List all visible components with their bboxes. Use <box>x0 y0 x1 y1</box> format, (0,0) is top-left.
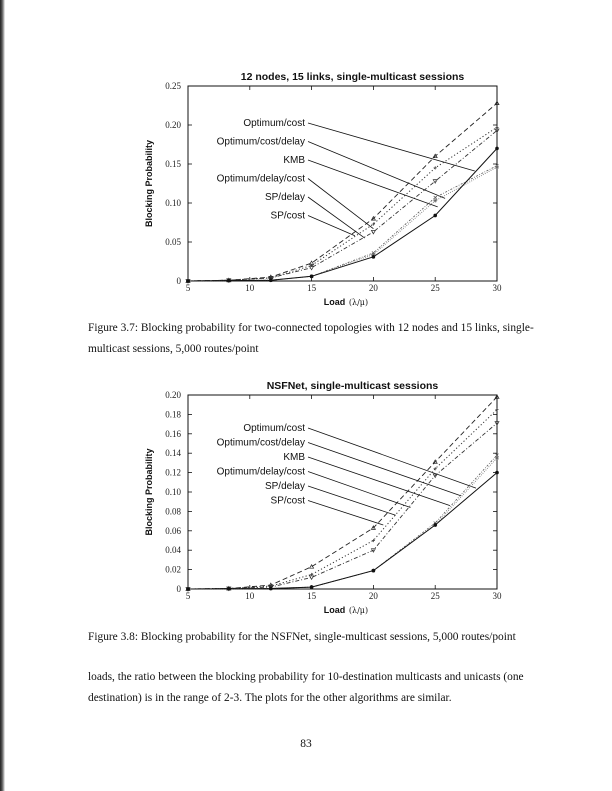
x-tick-label: 10 <box>245 591 255 601</box>
x-axis-unit: (λ/μ) <box>348 606 369 615</box>
data-point-sp-cost <box>310 275 314 279</box>
legend-label: KMB <box>283 452 305 463</box>
legend-label: SP/delay <box>264 192 305 203</box>
legend-label: SP/delay <box>264 481 305 492</box>
y-tick-label: 0.20 <box>165 120 181 130</box>
y-tick-label: 0.05 <box>165 237 181 247</box>
legend-label: Optimum/cost <box>243 118 305 129</box>
x-tick-label: 15 <box>307 283 317 293</box>
chart-title: 12 nodes, 15 links, single-multicast sessions <box>240 71 465 83</box>
y-tick-label: 0 <box>176 276 181 286</box>
data-point-sp-cost <box>433 214 437 218</box>
legend-callout-line <box>308 486 396 515</box>
series-line-optimum-cost <box>188 397 497 589</box>
data-point-optimum-cost-delay <box>434 467 437 470</box>
data-point-sp-cost <box>186 279 190 283</box>
y-tick-label: 0.06 <box>165 525 181 536</box>
data-point-sp-cost <box>372 569 376 573</box>
x-axis-unit: (λ/μ) <box>348 298 369 307</box>
data-point-sp-cost <box>495 471 499 475</box>
legend-callout-line <box>308 457 450 506</box>
figure-3-8-caption: Figure 3.8: Blocking probability for the NSFNet, single-multicast sessions, 5,000 routes/point <box>88 631 516 643</box>
y-tick-label: 0.15 <box>165 159 181 169</box>
data-point-optimum-cost <box>310 565 314 569</box>
data-point-optimum-delay-cost <box>434 196 437 199</box>
y-tick-label: 0.08 <box>165 506 181 517</box>
figure-3-7-caption: Figure 3.7: Blocking probability for two-connected topologies with 12 nodes and 15 links, single-multicast sessions, 5,000 routes/point <box>88 322 534 355</box>
legend-label: SP/cost <box>270 210 305 222</box>
data-point-optimum-cost-delay <box>434 166 437 169</box>
chart-12-nodes <box>0 0 612 310</box>
legend-label: Optimum/delay/cost <box>216 466 305 478</box>
y-tick-label: 0.10 <box>165 198 181 208</box>
y-tick-label: 0.02 <box>165 564 181 575</box>
y-tick-label: 0.04 <box>165 545 181 556</box>
x-tick-label: 25 <box>430 591 440 601</box>
x-tick-label: 15 <box>307 591 317 601</box>
series-line-sp-delay <box>188 458 497 589</box>
x-tick-label: 10 <box>245 283 255 293</box>
x-tick-label: 30 <box>492 591 502 601</box>
y-tick-label: 0.20 <box>165 390 181 400</box>
x-tick-label: 5 <box>185 283 191 293</box>
x-axis-label: Load <box>323 297 346 307</box>
data-point-sp-cost <box>433 523 437 527</box>
y-axis-label: Blocking Probability <box>144 448 154 536</box>
body-paragraph: loads, the ratio between the blocking probability for 10-destination multicasts and unicasts (one destination) is in the range of 2-3. The plots for the other algorithms are similar. <box>88 671 524 704</box>
legend-label: KMB <box>283 155 305 166</box>
x-tick-label: 25 <box>430 283 440 293</box>
legend-callout-line <box>308 501 383 525</box>
chart-title: NSFNet, single-multicast sessions <box>266 380 439 392</box>
y-tick-label: 0.16 <box>165 428 181 439</box>
legend-callout-line <box>308 160 438 207</box>
data-point-sp-cost <box>310 585 314 589</box>
x-axis-label: Load <box>323 605 346 615</box>
data-point-sp-cost <box>186 587 190 591</box>
x-tick-label: 20 <box>368 591 378 601</box>
data-point-optimum-cost-delay <box>495 126 498 129</box>
y-tick-label: 0.12 <box>165 467 181 478</box>
y-tick-label: 0 <box>176 584 181 594</box>
legend-label: SP/cost <box>270 495 305 507</box>
y-tick-label: 0.25 <box>165 81 181 91</box>
x-tick-label: 30 <box>492 283 502 293</box>
legend-label: Optimum/cost <box>243 423 305 434</box>
data-point-sp-cost <box>372 255 376 259</box>
data-point-sp-cost <box>269 587 273 591</box>
data-point-sp-cost <box>269 278 273 282</box>
chart-nsfnet <box>0 375 612 615</box>
data-point-sp-cost <box>495 147 499 151</box>
data-point-kmb <box>310 576 314 580</box>
legend-callout-line <box>308 443 461 496</box>
legend-label: Optimum/cost/delay <box>216 437 305 449</box>
legend-label: Optimum/delay/cost <box>216 173 305 185</box>
data-point-sp-cost <box>227 279 231 283</box>
legend-callout-line <box>308 123 475 171</box>
page-number: 83 <box>300 738 312 750</box>
legend-callout-line <box>308 428 476 488</box>
legend-label: Optimum/cost/delay <box>216 136 305 148</box>
series-line-sp-cost <box>188 148 497 281</box>
x-tick-label: 5 <box>185 591 191 601</box>
series-line-sp-cost <box>188 473 497 589</box>
y-tick-label: 0.10 <box>165 487 181 497</box>
data-point-sp-delay <box>495 165 499 169</box>
data-point-sp-delay <box>433 199 437 203</box>
y-axis-label: Blocking Probability <box>144 139 154 228</box>
x-tick-label: 20 <box>368 283 378 293</box>
legend-callout-line <box>308 472 410 508</box>
series-line-optimum-cost-delay <box>188 127 497 281</box>
legend-callout-line <box>308 197 365 238</box>
data-point-sp-cost <box>227 587 231 591</box>
y-tick-label: 0.18 <box>165 409 181 420</box>
y-tick-label: 0.14 <box>165 448 181 459</box>
series-line-optimum-cost-delay <box>188 410 497 589</box>
series-line-kmb <box>188 131 497 282</box>
data-point-sp-delay <box>495 456 499 460</box>
data-point-kmb <box>371 230 375 234</box>
